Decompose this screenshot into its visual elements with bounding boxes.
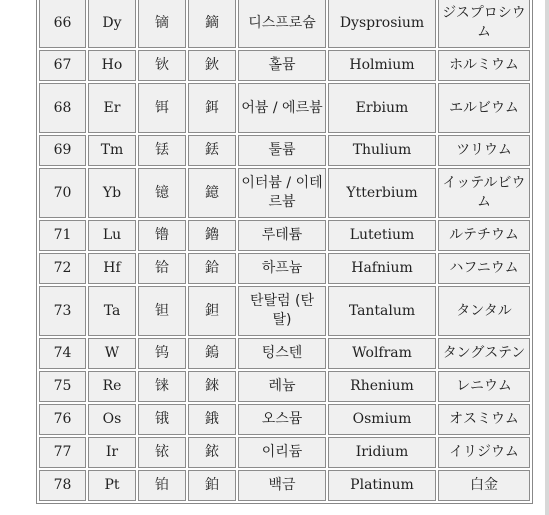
korean-name-cell: 루테튬	[238, 220, 326, 251]
simplified-chinese-cell: 铥	[138, 135, 186, 166]
english-name-cell: Tantalum	[328, 286, 436, 336]
table-row	[39, 83, 530, 133]
japanese-name-cell: イッテルビウム	[438, 168, 530, 218]
table-row	[39, 168, 530, 218]
element-symbol-cell: Er	[88, 83, 136, 133]
korean-name-cell: 백금	[238, 470, 326, 501]
korean-name-cell: 툴륨	[238, 135, 326, 166]
element-symbol-cell: Ta	[88, 286, 136, 336]
atomic-number-cell: 78	[39, 470, 86, 501]
traditional-chinese-cell: 錸	[188, 371, 236, 402]
elements-table	[36, 0, 533, 504]
atomic-number-cell: 77	[39, 437, 86, 468]
simplified-chinese-cell: 钽	[138, 286, 186, 336]
traditional-chinese-cell: 鋨	[188, 404, 236, 435]
table-row	[39, 135, 530, 166]
table-row	[39, 50, 530, 81]
japanese-name-cell: タングステン	[438, 338, 530, 369]
japanese-name-cell: ツリウム	[438, 135, 530, 166]
table-row	[39, 338, 530, 369]
atomic-number-cell: 72	[39, 253, 86, 284]
atomic-number-cell: 75	[39, 371, 86, 402]
korean-name-cell: 레늄	[238, 371, 326, 402]
korean-name-cell: 이터븀 / 이테르븀	[238, 168, 326, 218]
traditional-chinese-cell: 鐿	[188, 168, 236, 218]
japanese-name-cell: タンタル	[438, 286, 530, 336]
korean-name-cell: 오스뮴	[238, 404, 326, 435]
element-symbol-cell: Lu	[88, 220, 136, 251]
simplified-chinese-cell: 镥	[138, 220, 186, 251]
element-symbol-cell: Ir	[88, 437, 136, 468]
korean-name-cell: 하프늄	[238, 253, 326, 284]
simplified-chinese-cell: 镱	[138, 168, 186, 218]
atomic-number-cell: 67	[39, 50, 86, 81]
japanese-name-cell: オスミウム	[438, 404, 530, 435]
element-symbol-cell: Os	[88, 404, 136, 435]
simplified-chinese-cell: 铂	[138, 470, 186, 501]
traditional-chinese-cell: 銥	[188, 437, 236, 468]
element-symbol-cell: Dy	[88, 0, 136, 48]
english-name-cell: Thulium	[328, 135, 436, 166]
table-row	[39, 404, 530, 435]
atomic-number-cell: 70	[39, 168, 86, 218]
scrollbar-edge	[545, 0, 549, 515]
elements-table-body	[39, 0, 530, 501]
simplified-chinese-cell: 钨	[138, 338, 186, 369]
element-symbol-cell: Tm	[88, 135, 136, 166]
simplified-chinese-cell: 铼	[138, 371, 186, 402]
korean-name-cell: 홀뮴	[238, 50, 326, 81]
traditional-chinese-cell: 鈥	[188, 50, 236, 81]
traditional-chinese-cell: 銩	[188, 135, 236, 166]
korean-name-cell: 어븀 / 에르븀	[238, 83, 326, 133]
traditional-chinese-cell: 鏑	[188, 0, 236, 48]
simplified-chinese-cell: 铱	[138, 437, 186, 468]
simplified-chinese-cell: 钬	[138, 50, 186, 81]
simplified-chinese-cell: 镝	[138, 0, 186, 48]
element-symbol-cell: Pt	[88, 470, 136, 501]
atomic-number-cell: 66	[39, 0, 86, 48]
japanese-name-cell: ジスプロシウム	[438, 0, 530, 48]
japanese-name-cell: 白金	[438, 470, 530, 501]
english-name-cell: Lutetium	[328, 220, 436, 251]
english-name-cell: Holmium	[328, 50, 436, 81]
korean-name-cell: 디스프로슘	[238, 0, 326, 48]
traditional-chinese-cell: 鑥	[188, 220, 236, 251]
english-name-cell: Wolfram	[328, 338, 436, 369]
element-symbol-cell: Hf	[88, 253, 136, 284]
english-name-cell: Iridium	[328, 437, 436, 468]
atomic-number-cell: 68	[39, 83, 86, 133]
traditional-chinese-cell: 鎢	[188, 338, 236, 369]
table-row	[39, 220, 530, 251]
atomic-number-cell: 76	[39, 404, 86, 435]
english-name-cell: Ytterbium	[328, 168, 436, 218]
table-row	[39, 286, 530, 336]
table-row	[39, 470, 530, 501]
korean-name-cell: 탄탈럼 (탄탈)	[238, 286, 326, 336]
atomic-number-cell: 74	[39, 338, 86, 369]
traditional-chinese-cell: 鉭	[188, 286, 236, 336]
japanese-name-cell: ホルミウム	[438, 50, 530, 81]
simplified-chinese-cell: 铒	[138, 83, 186, 133]
japanese-name-cell: ルテチウム	[438, 220, 530, 251]
simplified-chinese-cell: 锇	[138, 404, 186, 435]
japanese-name-cell: ハフニウム	[438, 253, 530, 284]
english-name-cell: Osmium	[328, 404, 436, 435]
traditional-chinese-cell: 鉺	[188, 83, 236, 133]
atomic-number-cell: 71	[39, 220, 86, 251]
atomic-number-cell: 73	[39, 286, 86, 336]
atomic-number-cell: 69	[39, 135, 86, 166]
element-symbol-cell: W	[88, 338, 136, 369]
japanese-name-cell: エルビウム	[438, 83, 530, 133]
english-name-cell: Erbium	[328, 83, 436, 133]
japanese-name-cell: イリジウム	[438, 437, 530, 468]
english-name-cell: Platinum	[328, 470, 436, 501]
korean-name-cell: 이리듐	[238, 437, 326, 468]
table-row	[39, 253, 530, 284]
table-row	[39, 437, 530, 468]
table-row	[39, 371, 530, 402]
korean-name-cell: 텅스텐	[238, 338, 326, 369]
table-row	[39, 0, 530, 48]
element-symbol-cell: Yb	[88, 168, 136, 218]
english-name-cell: Hafnium	[328, 253, 436, 284]
element-symbol-cell: Ho	[88, 50, 136, 81]
traditional-chinese-cell: 鉿	[188, 253, 236, 284]
english-name-cell: Rhenium	[328, 371, 436, 402]
english-name-cell: Dysprosium	[328, 0, 436, 48]
element-symbol-cell: Re	[88, 371, 136, 402]
japanese-name-cell: レニウム	[438, 371, 530, 402]
traditional-chinese-cell: 鉑	[188, 470, 236, 501]
simplified-chinese-cell: 铪	[138, 253, 186, 284]
